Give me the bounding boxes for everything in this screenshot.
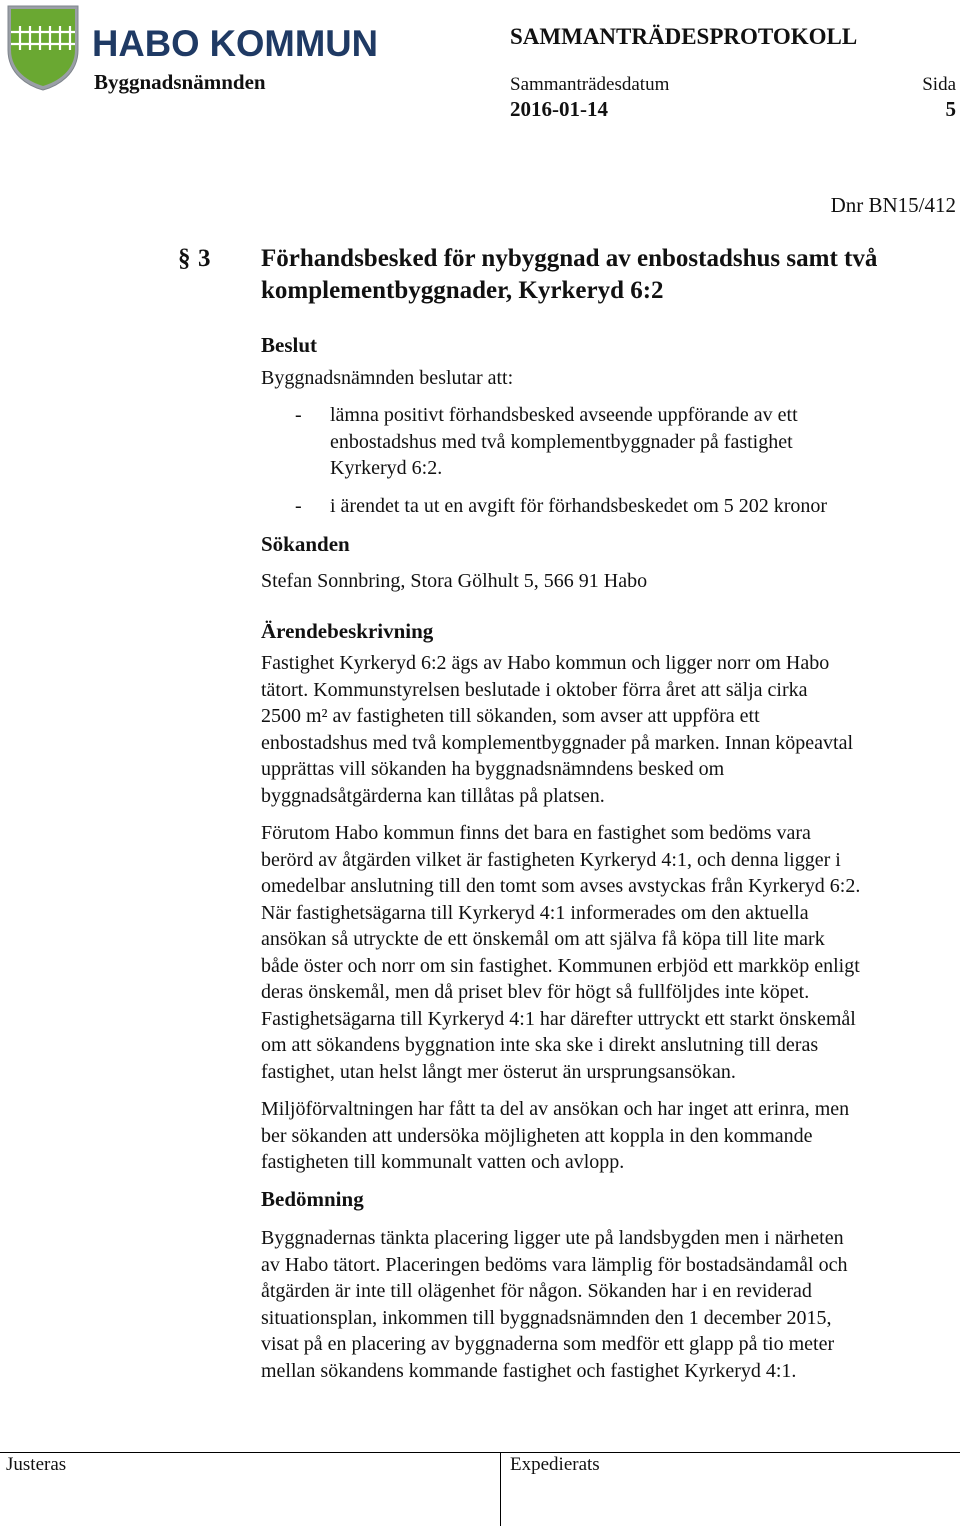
section-title-line-2: komplementbyggnader, Kyrkeryd 6:2	[261, 277, 664, 304]
text-line: fastigheten till kommunalt vatten och avlopp.	[261, 1151, 625, 1173]
text-line: Fastighetsägarna till Kyrkeryd 4:1 har därefter uttryckt ett starkt önskemål	[261, 1007, 856, 1030]
bullet-line: i ärendet ta ut en avgift för förhandsbeskedet om 5 202 kronor	[330, 495, 828, 517]
text-line: tätort. Kommunstyrelsen beslutade i oktober förra året att sälja cirka	[261, 678, 808, 701]
page-label: Sida	[922, 74, 956, 95]
arende-paragraph-3	[261, 1096, 951, 1176]
text-line: omedelbar anslutning till den tomt som avses avstyckas från Kyrkeryd 6:2.	[261, 875, 861, 897]
bedomning-heading: Bedömning	[261, 1187, 364, 1211]
text-line: Fastighet Kyrkeryd 6:2 ägs av Habo kommun och ligger norr om Habo	[261, 652, 830, 674]
arendebeskrivning-heading: Ärendebeskrivning	[261, 619, 434, 643]
text-line: Förutom Habo kommun finns det bara en fastighet som bedöms vara	[261, 822, 811, 844]
bullet-line: lämna positivt förhandsbesked avseende uppförande av ett	[330, 404, 798, 426]
text-line: både öster och norr om sin fastighet. Kommunen erbjöd ett markköp enligt	[261, 954, 860, 977]
text-line: ber sökanden att undersöka möjligheten att koppla in den kommande	[261, 1124, 813, 1147]
text-line: Miljöförvaltningen har fått ta del av ansökan och har inget att erinra, men	[261, 1098, 850, 1120]
bullet-dash: -	[295, 404, 302, 426]
beslut-heading: Beslut	[261, 333, 318, 357]
bullet-line: enbostadshus med två komplementbyggnader på fastighet	[330, 430, 793, 453]
text-line: ansökan så utryckte de ett önskemål om att själva få köpa till lite mark	[261, 928, 825, 950]
footer-divider	[0, 1452, 960, 1453]
document-title: SAMMANTRÄDESPROTOKOLL	[510, 24, 858, 49]
text-line: deras önskemål, men då priset blev för högt så fullföljdes inte köpet.	[261, 981, 810, 1003]
sokanden-text: Stefan Sonnbring, Stora Gölhult 5, 566 91 Habo	[261, 570, 648, 592]
text-line: När fastighetsägarna till Kyrkeryd 4:1 informerades om den aktuella	[261, 901, 809, 924]
meeting-date: 2016-01-14	[510, 97, 608, 121]
text-line: upprättas vill sökanden ha byggnadsnämndens besked om	[261, 758, 725, 780]
coat-of-arms-icon	[8, 6, 78, 90]
text-line: om att sökandens byggnation inte ska ske i direkt anslutning till deras	[261, 1034, 819, 1056]
text-line: Byggnadernas tänkta placering ligger ute på landsbygden men i närheten	[261, 1227, 844, 1249]
text-line: fastighet, utan helst långt mer österut än ursprungsansökan.	[261, 1060, 736, 1083]
text-line: av Habo tätort. Placeringen bedöms vara lämplig för bostadsändamål och	[261, 1253, 848, 1276]
logo-wordmark: HABO KOMMUN	[92, 23, 378, 64]
bedomning-paragraph	[261, 1225, 951, 1384]
arende-paragraph-2	[261, 820, 951, 1085]
committee-name: Byggnadsnämnden	[94, 70, 266, 94]
page-number: 5	[945, 97, 956, 121]
section-symbol: §	[178, 245, 191, 272]
beslut-bullet-1	[330, 402, 930, 482]
expedierats-label: Expedierats	[510, 1454, 600, 1475]
bullet-dash: -	[295, 495, 302, 517]
text-line: berörd av åtgärden vilket är fastigheten Kyrkeryd 4:1, och denna ligger i	[261, 848, 841, 871]
beslut-intro: Byggnadsnämnden beslutar att:	[261, 367, 514, 389]
text-line: situationsplan, inkommen till byggnadsnämnden den 1 december 2015,	[261, 1306, 832, 1329]
justeras-label: Justeras	[6, 1454, 67, 1475]
text-line: enbostadshus med två komplementbyggnader på marken. Innan köpeavtal	[261, 731, 854, 754]
bullet-line: Kyrkeryd 6:2.	[330, 457, 443, 479]
text-line: åtgärden är inte till olägenhet för någon. Sökanden har i en reviderad	[261, 1280, 812, 1302]
text-line: 2500 m² av fastigheten till sökanden, som avser att uppföra ett	[261, 705, 760, 727]
sokanden-heading: Sökanden	[261, 532, 350, 556]
case-number: Dnr BN15/412	[830, 193, 956, 217]
date-label: Sammanträdesdatum	[510, 74, 670, 95]
section-title-line-1: Förhandsbesked för nybyggnad av enbostadshus samt två	[261, 245, 878, 272]
text-line: mellan sökandens kommande fastighet och fastighet Kyrkeryd 4:1.	[261, 1359, 797, 1382]
beslut-bullet-2	[330, 493, 950, 520]
section-number: 3	[198, 245, 211, 272]
text-line: byggnadsåtgärderna kan tillåtas på platsen.	[261, 784, 605, 807]
arende-paragraph-1	[261, 650, 951, 809]
footer-column-divider	[500, 1452, 501, 1526]
text-line: visat på en placering av byggnaderna som medför ett glapp på tio meter	[261, 1333, 835, 1355]
